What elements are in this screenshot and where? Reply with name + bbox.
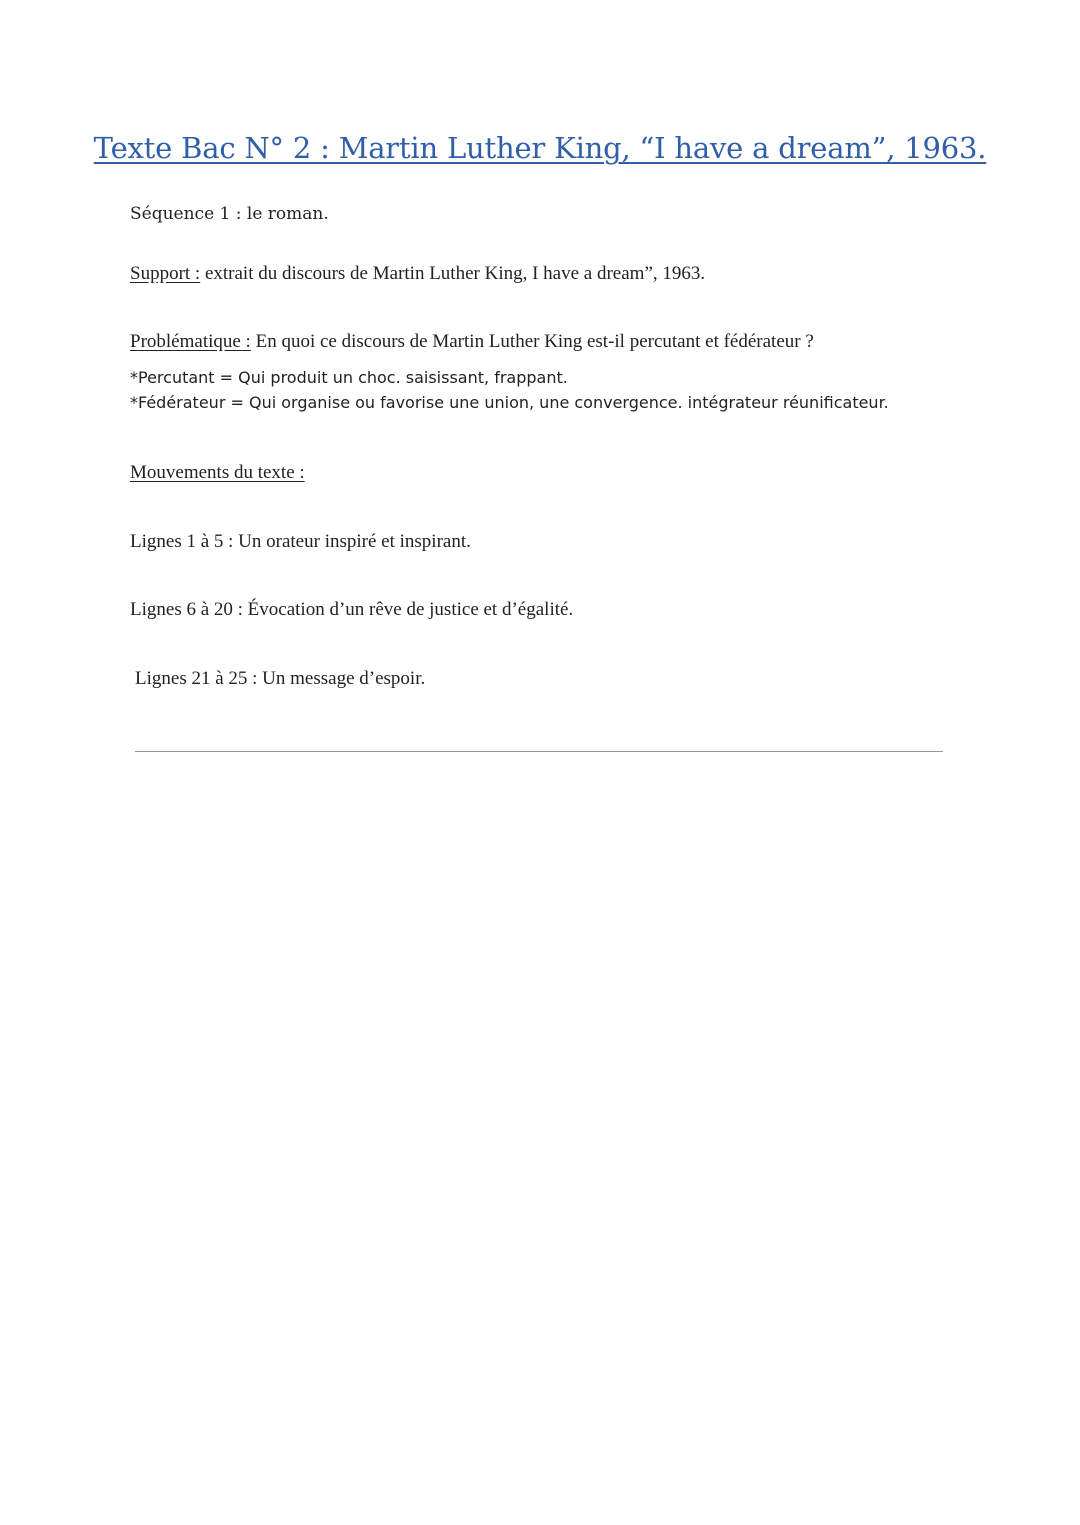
support-line bbox=[130, 263, 705, 285]
problematique-label: Problématique : bbox=[130, 331, 251, 352]
mouvement-item-2: Lignes 6 à 20 : Évocation d’un rêve de justice et d’égalité. bbox=[130, 599, 574, 620]
definition-federateur: *Fédérateur = Qui organise ou favorise une union, une convergence. intégrateur réunificateur. bbox=[130, 393, 889, 412]
definition-percutant: *Percutant = Qui produit un choc. saisissant, frappant. bbox=[130, 368, 568, 387]
mouvement-item-1: Lignes 1 à 5 : Un orateur inspiré et inspirant. bbox=[130, 531, 471, 552]
problematique-text: En quoi ce discours de Martin Luther King est-il percutant et fédérateur ? bbox=[250, 331, 814, 352]
problematique-line bbox=[130, 331, 814, 353]
sequence-line: Séquence 1 : le roman. bbox=[130, 204, 329, 224]
document-title: Texte Bac N° 2 : Martin Luther King, “I have a dream”, 1963. bbox=[93, 131, 987, 165]
horizontal-divider bbox=[135, 751, 943, 752]
support-label: Support : bbox=[130, 263, 201, 284]
mouvements-heading: Mouvements du texte : bbox=[130, 462, 305, 483]
mouvement-item-3: Lignes 21 à 25 : Un message d’espoir. bbox=[135, 668, 426, 689]
support-text: extrait du discours de Martin Luther King, I have a dream”, 1963. bbox=[200, 263, 706, 284]
